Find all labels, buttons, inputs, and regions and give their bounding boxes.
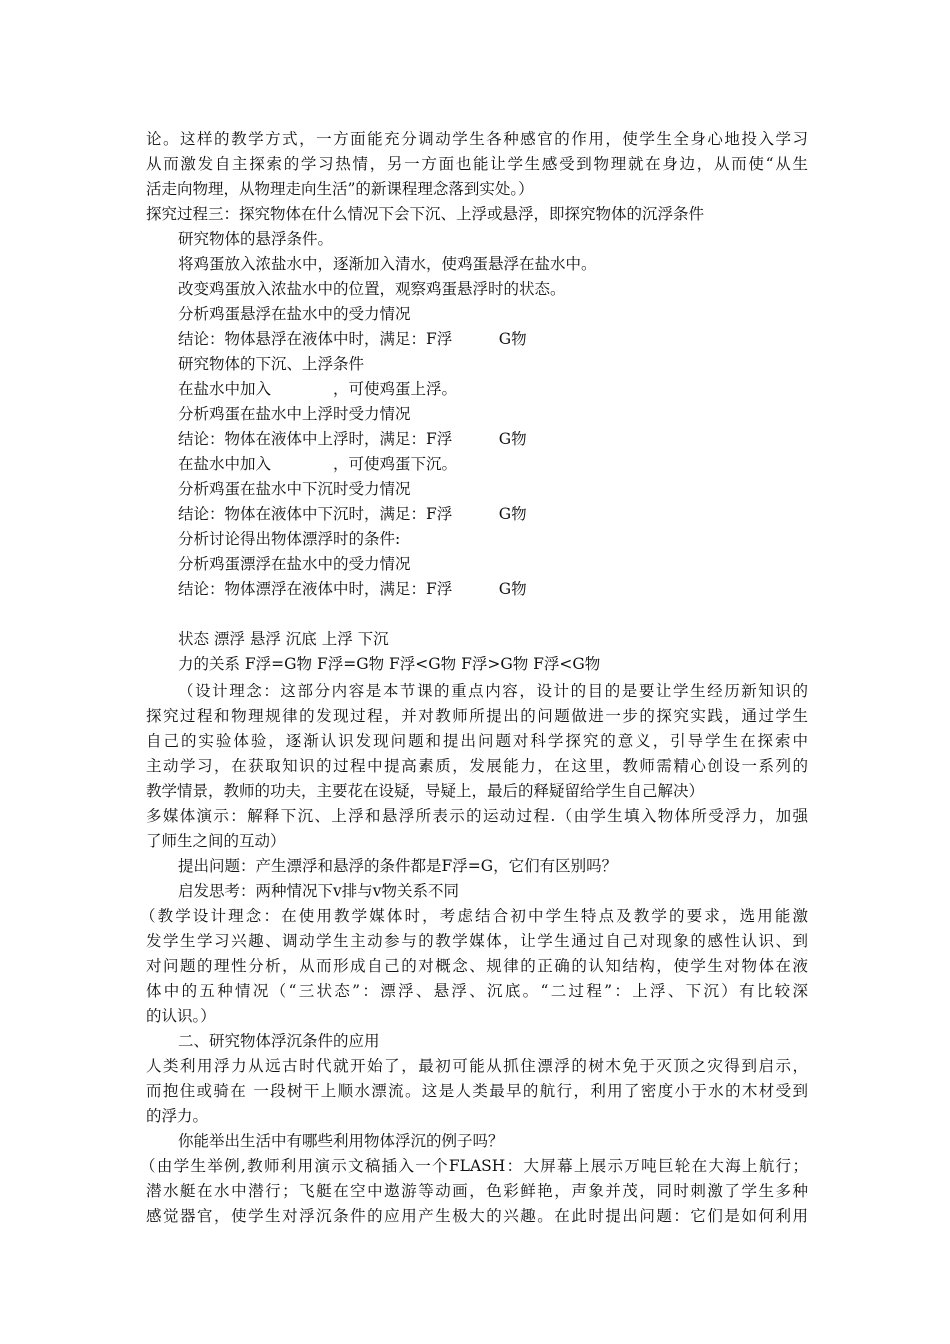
paragraph-line: 研究物体的下沉、上浮条件 [178,355,365,373]
paragraph-line: 研究物体的悬浮条件。 [178,230,334,248]
conclusion-line: 结论：物体在液体中上浮时，满足：F浮 G物 [178,430,527,448]
section-heading: 探究过程三：探究物体在什么情况下会下沉、上浮或悬浮，即探究物体的沉浮条件 [146,205,705,223]
paragraph-line: 探究过程和物理规律的发现过程，并对教师所提出的问题做进一步的探究实践，通过学生 [146,707,808,725]
conclusion-line: 结论：物体在液体中下沉时，满足：F浮 G物 [178,505,527,523]
paragraph-line: （教学设计理念：在使用教学媒体时，考虑结合初中学生特点及教学的要求，选用能激 [140,907,808,925]
paragraph-line: 体中的五种情况（“三状态”：漂浮、悬浮、沉底。“二过程”：上浮、下沉）有比较深 [146,982,808,1000]
paragraph-line: 感觉器官，使学生对浮沉条件的应用产生极大的兴趣。在此时提出问题：它们是如何利用 [146,1207,808,1225]
paragraph-line: 分析鸡蛋在盐水中上浮时受力情况 [178,405,411,423]
paragraph-line: 启发思考：两种情况下v排与v物关系不同 [178,882,460,900]
paragraph-line: 而抱住或骑在 一段树干上顺水漂流。这是人类最早的航行，利用了密度小于水的木材受到 [146,1082,808,1100]
paragraph-line: （设计理念：这部分内容是本节课的重点内容，设计的目的是要让学生经历新知识的 [178,682,808,700]
paragraph-line: 分析讨论得出物体漂浮时的条件: [178,530,401,548]
state-row: 状态 漂浮 悬浮 沉底 上浮 下沉 [178,630,389,648]
force-relation-row: 力的关系 F浮=G物 F浮=G物 F浮<G物 F浮>G物 F浮<G物 [178,655,601,673]
paragraph-line: 教学情景，教师的功夫，主要花在设疑，导疑上，最后的释疑留给学生自己解决） [146,782,705,800]
paragraph-line: 自己的实验体验，逐渐认识发现问题和提出问题对科学探究的意义，引导学生在探索中 [146,732,808,750]
section-heading: 二、研究物体浮沉条件的应用 [178,1032,380,1050]
paragraph-line: 的浮力。 [146,1107,209,1125]
conclusion-line: 结论：物体悬浮在液体中时，满足：F浮 G物 [178,330,527,348]
paragraph-line: 在盐水中加入 ，可使鸡蛋上浮。 [178,380,458,398]
paragraph-line: 分析鸡蛋漂浮在盐水中的受力情况 [178,555,411,573]
paragraph-line: 提出问题：产生漂浮和悬浮的条件都是F浮=G，它们有区别吗？ [178,857,618,875]
paragraph-line: 改变鸡蛋放入浓盐水中的位置，观察鸡蛋悬浮时的状态。 [178,280,566,298]
paragraph-line: 人类利用浮力从远古时代就开始了，最初可能从抓住漂浮的树木免于灭顶之灾得到启示， [146,1057,808,1075]
paragraph-line: 发学生学习兴趣、调动学生主动参与的教学媒体，让学生通过自己对现象的感性认识、到 [146,932,808,950]
paragraph-line: 对问题的理性分析，从而形成自己的对概念、规律的正确的认知结构，使学生对物体在液 [146,957,808,975]
paragraph-line: 分析鸡蛋悬浮在盐水中的受力情况 [178,305,411,323]
paragraph-line: （由学生举例,教师利用演示文稿插入一个FLASH：大屏幕上展示万吨巨轮在大海上航行； [140,1157,808,1175]
conclusion-line: 结论：物体漂浮在液体中时，满足：F浮 G物 [178,580,527,598]
paragraph-line: 从而激发自主探索的学习热情，另一方面也能让学生感受到物理就在身边，从而使“从生 [146,155,808,173]
paragraph-line: 了师生之间的互动） [146,832,286,850]
paragraph-line: 活走向物理，从物理走向生活”的新课程理念落到实处。） [146,180,534,198]
paragraph-line: 的认识。） [146,1007,216,1025]
paragraph-line: 主动学习，在获取知识的过程中提高素质，发展能力，在这里，教师需精心创设一系列的 [146,757,808,775]
paragraph-line: 将鸡蛋放入浓盐水中，逐渐加入清水，使鸡蛋悬浮在盐水中。 [178,255,597,273]
paragraph-line: 论。这样的教学方式，一方面能充分调动学生各种感官的作用，使学生全身心地投入学习 [146,130,808,148]
paragraph-line: 多媒体演示：解释下沉、上浮和悬浮所表示的运动过程.（由学生填入物体所受浮力，加强 [146,807,808,825]
paragraph-line: 分析鸡蛋在盐水中下沉时受力情况 [178,480,411,498]
paragraph-line: 你能举出生活中有哪些利用物体浮沉的例子吗？ [178,1132,504,1150]
paragraph-line: 在盐水中加入 ，可使鸡蛋下沉。 [178,455,458,473]
paragraph-line: 潜水艇在水中潜行；飞艇在空中遨游等动画，色彩鲜艳，声象并茂，同时刺激了学生多种 [146,1182,808,1200]
